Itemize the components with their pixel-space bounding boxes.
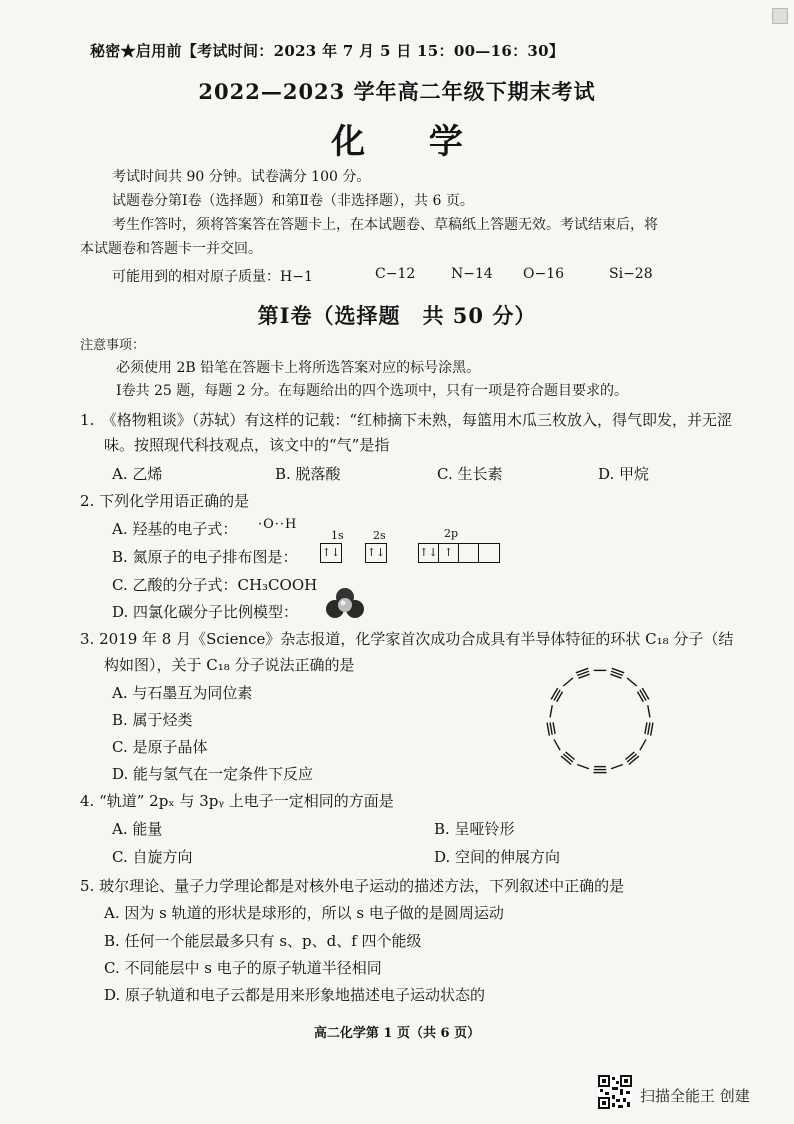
q3-option-d: D. 能与氢气在一定条件下反应 xyxy=(112,765,314,783)
notes-line-2: Ⅰ卷共 25 题，每题 2 分。在每题给出的四个选项中，只有一项是符合题目要求的。 xyxy=(116,383,629,399)
atomic-mass-si: Si−28 xyxy=(609,266,653,282)
exam-title: 2022—2023 学年高二年级下期末考试 xyxy=(198,79,596,104)
ring-bond-segment xyxy=(551,688,558,699)
confidential-header: 秘密★启用前【考试时间：2023 年 7 月 5 日 15：00—16：30】 xyxy=(90,42,565,60)
ring-bond-segment xyxy=(629,756,639,764)
orbital-arrows-up-down: ↑↓ xyxy=(366,546,386,559)
orbital-arrow-up: ↑ xyxy=(439,544,459,562)
q2-stem: 2. 下列化学用语正确的是 xyxy=(80,492,250,510)
ring-bond-segment xyxy=(627,754,637,762)
ring-bond-segment xyxy=(648,723,650,735)
ring-bond-segment xyxy=(611,765,623,769)
notes-line-1: 必须使用 2B 铅笔在答题卡上将所选答案对应的标号涂黑。 xyxy=(116,360,481,376)
scanner-watermark: 扫描全能王 创建 xyxy=(640,1087,750,1105)
ring-bond-segment xyxy=(566,752,575,760)
q4-option-c: C. 自旋方向 xyxy=(112,848,193,866)
ring-bond-segment xyxy=(563,678,573,686)
ring-bond-segment xyxy=(640,690,646,701)
q4-option-b: B. 呈哑铃形 xyxy=(434,820,515,838)
q2-option-a: A. 羟基的电子式： xyxy=(112,520,238,538)
ring-bond-segment xyxy=(554,690,560,701)
q2-option-d: D. 四氯化碳分子比例模型： xyxy=(112,603,299,621)
ring-bond-segment xyxy=(561,756,571,764)
q1-option-b: B. 脱落酸 xyxy=(275,465,341,483)
hydroxyl-electron-formula: ·O··H xyxy=(258,517,298,532)
corner-mark xyxy=(772,8,788,24)
ring-bond-segment xyxy=(642,688,649,699)
q5-option-c: C. 不同能层中 s 电子的原子轨道半径相同 xyxy=(104,959,382,977)
section-title: 第Ⅰ卷（选择题 共 50 分） xyxy=(257,303,537,328)
orbital-arrows-up-down: ↑↓ xyxy=(321,546,341,559)
ring-bond-segment xyxy=(626,752,635,760)
ring-bond-segment xyxy=(550,705,552,717)
ring-bond-segment xyxy=(645,722,647,734)
ring-bond-segment xyxy=(553,722,555,734)
ring-bond-segment xyxy=(554,739,560,750)
intro-line-2: 试题卷分第Ⅰ卷（选择题）和第Ⅱ卷（非选择题），共 6 页。 xyxy=(112,193,474,209)
atomic-mass-o: O−16 xyxy=(523,266,565,282)
q4-stem: 4. “轨道” 2pₓ 与 3pᵧ 上电子一定相同的方面是 xyxy=(80,792,394,810)
ring-bond-segment xyxy=(550,723,552,735)
q4-option-a: A. 能量 xyxy=(112,820,163,838)
orbital-empty xyxy=(479,544,499,562)
ring-bond-segment xyxy=(648,705,650,717)
q1-stem-line-2: 味。按照现代科技观点，该文中的“气”是指 xyxy=(104,436,390,454)
intro-line-3: 考生作答时，须将答案答在答题卡上，在本试题卷、草稿纸上答题无效。考试结束后，将 xyxy=(112,217,658,233)
notes-heading: 注意事项： xyxy=(80,338,146,353)
q1-option-a: A. 乙烯 xyxy=(112,465,163,483)
q1-option-d: D. 甲烷 xyxy=(598,465,650,483)
orbital-label-1s: 1s xyxy=(331,529,344,542)
orbital-label-2s: 2s xyxy=(373,529,386,542)
ring-bond-segment xyxy=(577,765,589,769)
orbital-box-1s xyxy=(320,543,342,563)
orbital-box-2s xyxy=(365,543,387,563)
q1-stem-line-1: 1. 《格物粗谈》（苏轼）有这样的记载：“红柿摘下未熟，每篮用木瓜三枚放入，得气即发，并无涩 xyxy=(80,411,732,429)
atomic-mass-label: 可能用到的相对原子质量：H−1 xyxy=(112,269,313,285)
c18-ring-structure xyxy=(535,660,665,780)
ring-bond-segment xyxy=(640,739,646,750)
subject-title: 化 学 xyxy=(331,122,489,162)
page-footer: 高二化学第 1 页（共 6 页） xyxy=(313,1026,481,1041)
q2-option-c: C. 乙酸的分子式：CH₃COOH xyxy=(112,576,318,594)
intro-line-4: 本试题卷和答题卡一并交回。 xyxy=(80,241,262,257)
atomic-mass-c: C−12 xyxy=(375,266,416,282)
ring-bond-segment xyxy=(563,754,573,762)
ccl4-space-filling-model xyxy=(326,586,364,620)
orbital-arrows-up-down: ↑↓ xyxy=(419,544,439,562)
ring-bond-segment xyxy=(547,723,549,736)
q3-option-a: A. 与石墨互为同位素 xyxy=(112,684,253,702)
q1-option-c: C. 生长素 xyxy=(437,465,503,483)
q5-option-a: A. 因为 s 轨道的形状是球形的，所以 s 电子做的是圆周运动 xyxy=(104,904,504,922)
q5-option-d: D. 原子轨道和电子云都是用来形象地描述电子运动状态的 xyxy=(104,986,486,1004)
q2-option-b: B. 氮原子的电子排布图是： xyxy=(112,548,298,566)
q4-option-d: D. 空间的伸展方向 xyxy=(434,848,561,866)
qr-code-icon xyxy=(598,1075,632,1109)
q3-stem-line-1: 3. 2019 年 8 月《Science》杂志报道，化学家首次成功合成具有半导体特征的环状 C₁₈ 分子（结 xyxy=(80,630,734,648)
orbital-empty xyxy=(459,544,479,562)
atomic-mass-n: N−14 xyxy=(451,266,493,282)
ring-bond-segment xyxy=(627,678,637,686)
q5-option-b: B. 任何一个能层最多只有 s、p、d、f 四个能级 xyxy=(104,932,422,950)
q3-stem-line-2: 构如图），关于 C₁₈ 分子说法正确的是 xyxy=(104,656,355,674)
q5-stem: 5. 玻尔理论、量子力学理论都是对核外电子运动的描述方法，下列叙述中正确的是 xyxy=(80,877,625,895)
ring-bond-segment xyxy=(651,723,653,736)
orbital-box-2p xyxy=(418,543,500,563)
q3-option-b: B. 属于烃类 xyxy=(112,711,193,729)
intro-line-1: 考试时间共 90 分钟。试卷满分 100 分。 xyxy=(112,169,371,185)
q3-option-c: C. 是原子晶体 xyxy=(112,738,208,756)
orbital-label-2p: 2p xyxy=(444,527,459,540)
